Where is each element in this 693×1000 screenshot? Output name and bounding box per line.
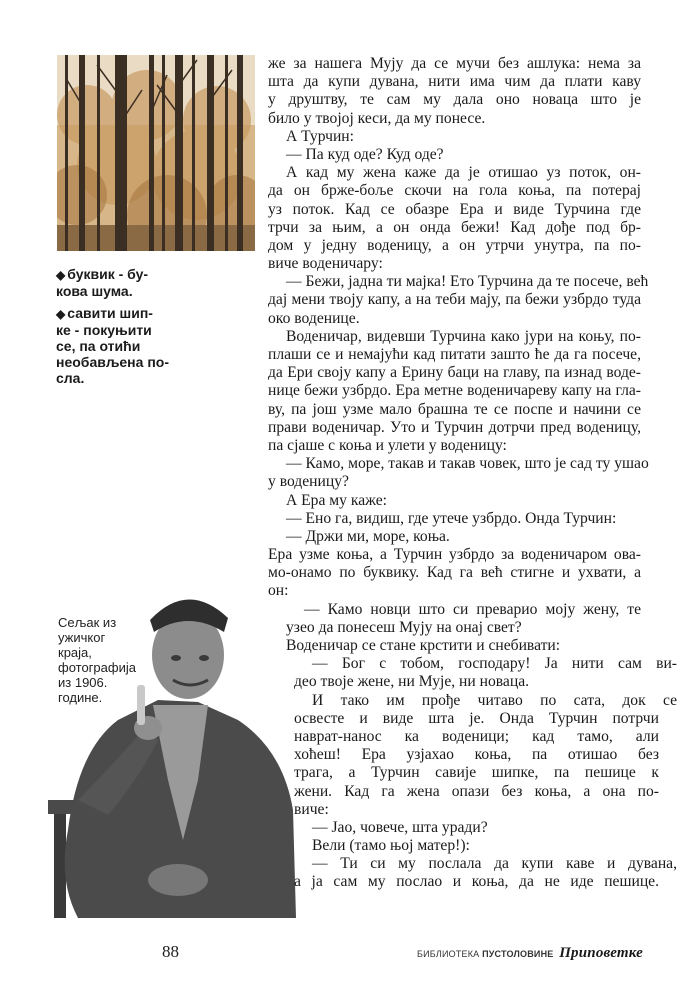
text-line: жени. Кад га жена опази без коња, а она по-: [294, 782, 659, 800]
caption-line: фотографија: [58, 660, 136, 675]
text-line: А кад му жена каже да је отишао уз поток, он-: [286, 164, 641, 182]
text-line: да Ери своју капу а Ерину баци на главу, па изнад воде-: [268, 364, 641, 382]
text-line: па сјаше с коња и улети у воденицу:: [268, 436, 507, 454]
footer-library: БИБЛИОТЕКА: [416, 949, 480, 959]
text-line: плаши се и немајући кад питати зашто ће да га посече,: [268, 346, 641, 363]
text-line: Ера узме коња, а Турчин узбрдо за воденичаром ова-: [268, 546, 641, 564]
text-line: Воденичар се стане крстити и снебивати:: [286, 637, 561, 654]
text-line: виче:: [294, 800, 329, 818]
text-line: хоћеш! Ера узјахао коња, па отишао без: [294, 746, 659, 764]
text-line: Воденичар, видевши Турчина како јури на коњу, по-: [286, 327, 641, 345]
glossary-line: необављена по-: [56, 354, 169, 370]
glossary-line: сла.: [56, 370, 85, 386]
diamond-icon: ◆: [56, 268, 66, 282]
glossary-entry: [56, 266, 176, 299]
glossary-line: кова шума.: [56, 283, 133, 299]
caption-line: ужичког: [58, 630, 106, 645]
text-line: — Ти си му послала да купи каве и дувана,: [312, 855, 677, 873]
footer-series: ПУСТОЛОВИНЕ: [482, 949, 554, 959]
text-line: у воденицу?: [268, 473, 349, 491]
caption-line: године.: [58, 690, 103, 705]
text-line: било у твојој кеси, да му понесе.: [268, 109, 486, 127]
text-line: — Јао, човече, шта уради?: [312, 818, 488, 836]
caption-line: краја,: [58, 645, 92, 660]
glossary-line: буквик - бу-: [67, 266, 149, 282]
glossary-line: савити шип-: [67, 305, 153, 321]
glossary-line: се, па отићи: [56, 338, 141, 354]
text-line: — Бог с тобом, господару! Ја нити сам ви-: [312, 655, 677, 673]
glossary-entry: [56, 305, 176, 386]
text-line: део твоје жене, ни Мује, ни новаца.: [294, 673, 530, 691]
page-footer: [417, 945, 643, 962]
text-line: а ја сам му послао и коња, да не иде пешице.: [294, 873, 659, 891]
caption-line: Сељак из: [58, 615, 117, 630]
text-line: — Камо, море, такав и такав човек, што је сад ту ушао: [286, 455, 649, 473]
diamond-icon: ◆: [56, 307, 66, 321]
forest-photo: [57, 55, 255, 251]
text-line: — Камо новци што си преварио моју жену, те: [304, 600, 641, 618]
text-line: дом у једну воденицу, а он утрчи унутра, па по-: [268, 236, 641, 254]
text-line: узео да понесеш Мују на онај свет?: [286, 618, 522, 636]
glossary-line: ке - покуњити: [56, 322, 152, 338]
text-line: да он брже-боље скочи на гола коња, па потерај: [268, 182, 641, 200]
caption-line: из 1906.: [58, 675, 108, 690]
text-line: ву, па још узме мало брашна те се поспе и начини се: [268, 400, 641, 418]
photo-caption: [58, 615, 154, 705]
text-line: трага, а Турчин савије шипке, па пешице к: [294, 764, 659, 782]
text-line: трчи за њим, а он онда бежи! Кад дође под бр-: [268, 218, 641, 236]
text-line: виче воденичару:: [268, 255, 383, 273]
text-line: А Ера му каже:: [286, 491, 387, 509]
text-line: же за нашега Мују да се мучи без ашлука: нема за: [268, 55, 641, 72]
text-line: А Турчин:: [286, 127, 354, 145]
text-line: освесте и виде шта је. Онда Турчин потрчи: [294, 709, 659, 727]
text-line: мо-онамо по буквику. Кад га већ стигне и ухвати, а: [268, 564, 641, 582]
text-line: И тако им прође читаво по сата, док се: [312, 691, 677, 709]
text-line: уз поток. Кад се обазре Ера и виде Турчина где: [268, 200, 641, 218]
text-line: шта да купи дувана, нити има чим да плати каву: [268, 73, 641, 91]
story-text: [268, 55, 677, 892]
page-number: 88: [162, 942, 179, 961]
text-line: у друштву, те сам му дала оно новаца што је: [268, 91, 641, 109]
text-line: — Па куд оде? Куд оде?: [286, 145, 444, 163]
text-line: прави воденичар. Уто и Турчин дотрчи пред воденицу,: [268, 418, 641, 436]
text-line: дај мени твоју капу, а на теби мају, па бежи узбрдо туда: [268, 291, 641, 309]
text-line: он:: [268, 582, 289, 600]
text-line: Вели (тамо њој матер!):: [312, 837, 470, 855]
text-line: наврат-нанос ка воденици; кад тамо, али: [294, 727, 659, 745]
footer-book-title: Приповетке: [559, 945, 643, 961]
text-line: око воденице.: [268, 309, 360, 327]
text-line: — Бежи, јадна ти мајка! Ето Турчина да те посече, већ: [286, 273, 649, 291]
text-line: — Држи ми, море, коња.: [286, 527, 450, 545]
text-line: нице бежи узбрдо. Ера метне воденичареву капу на гла-: [268, 382, 641, 400]
text-line: — Ено га, видиш, где утече узбрдо. Онда Турчин:: [286, 509, 617, 527]
